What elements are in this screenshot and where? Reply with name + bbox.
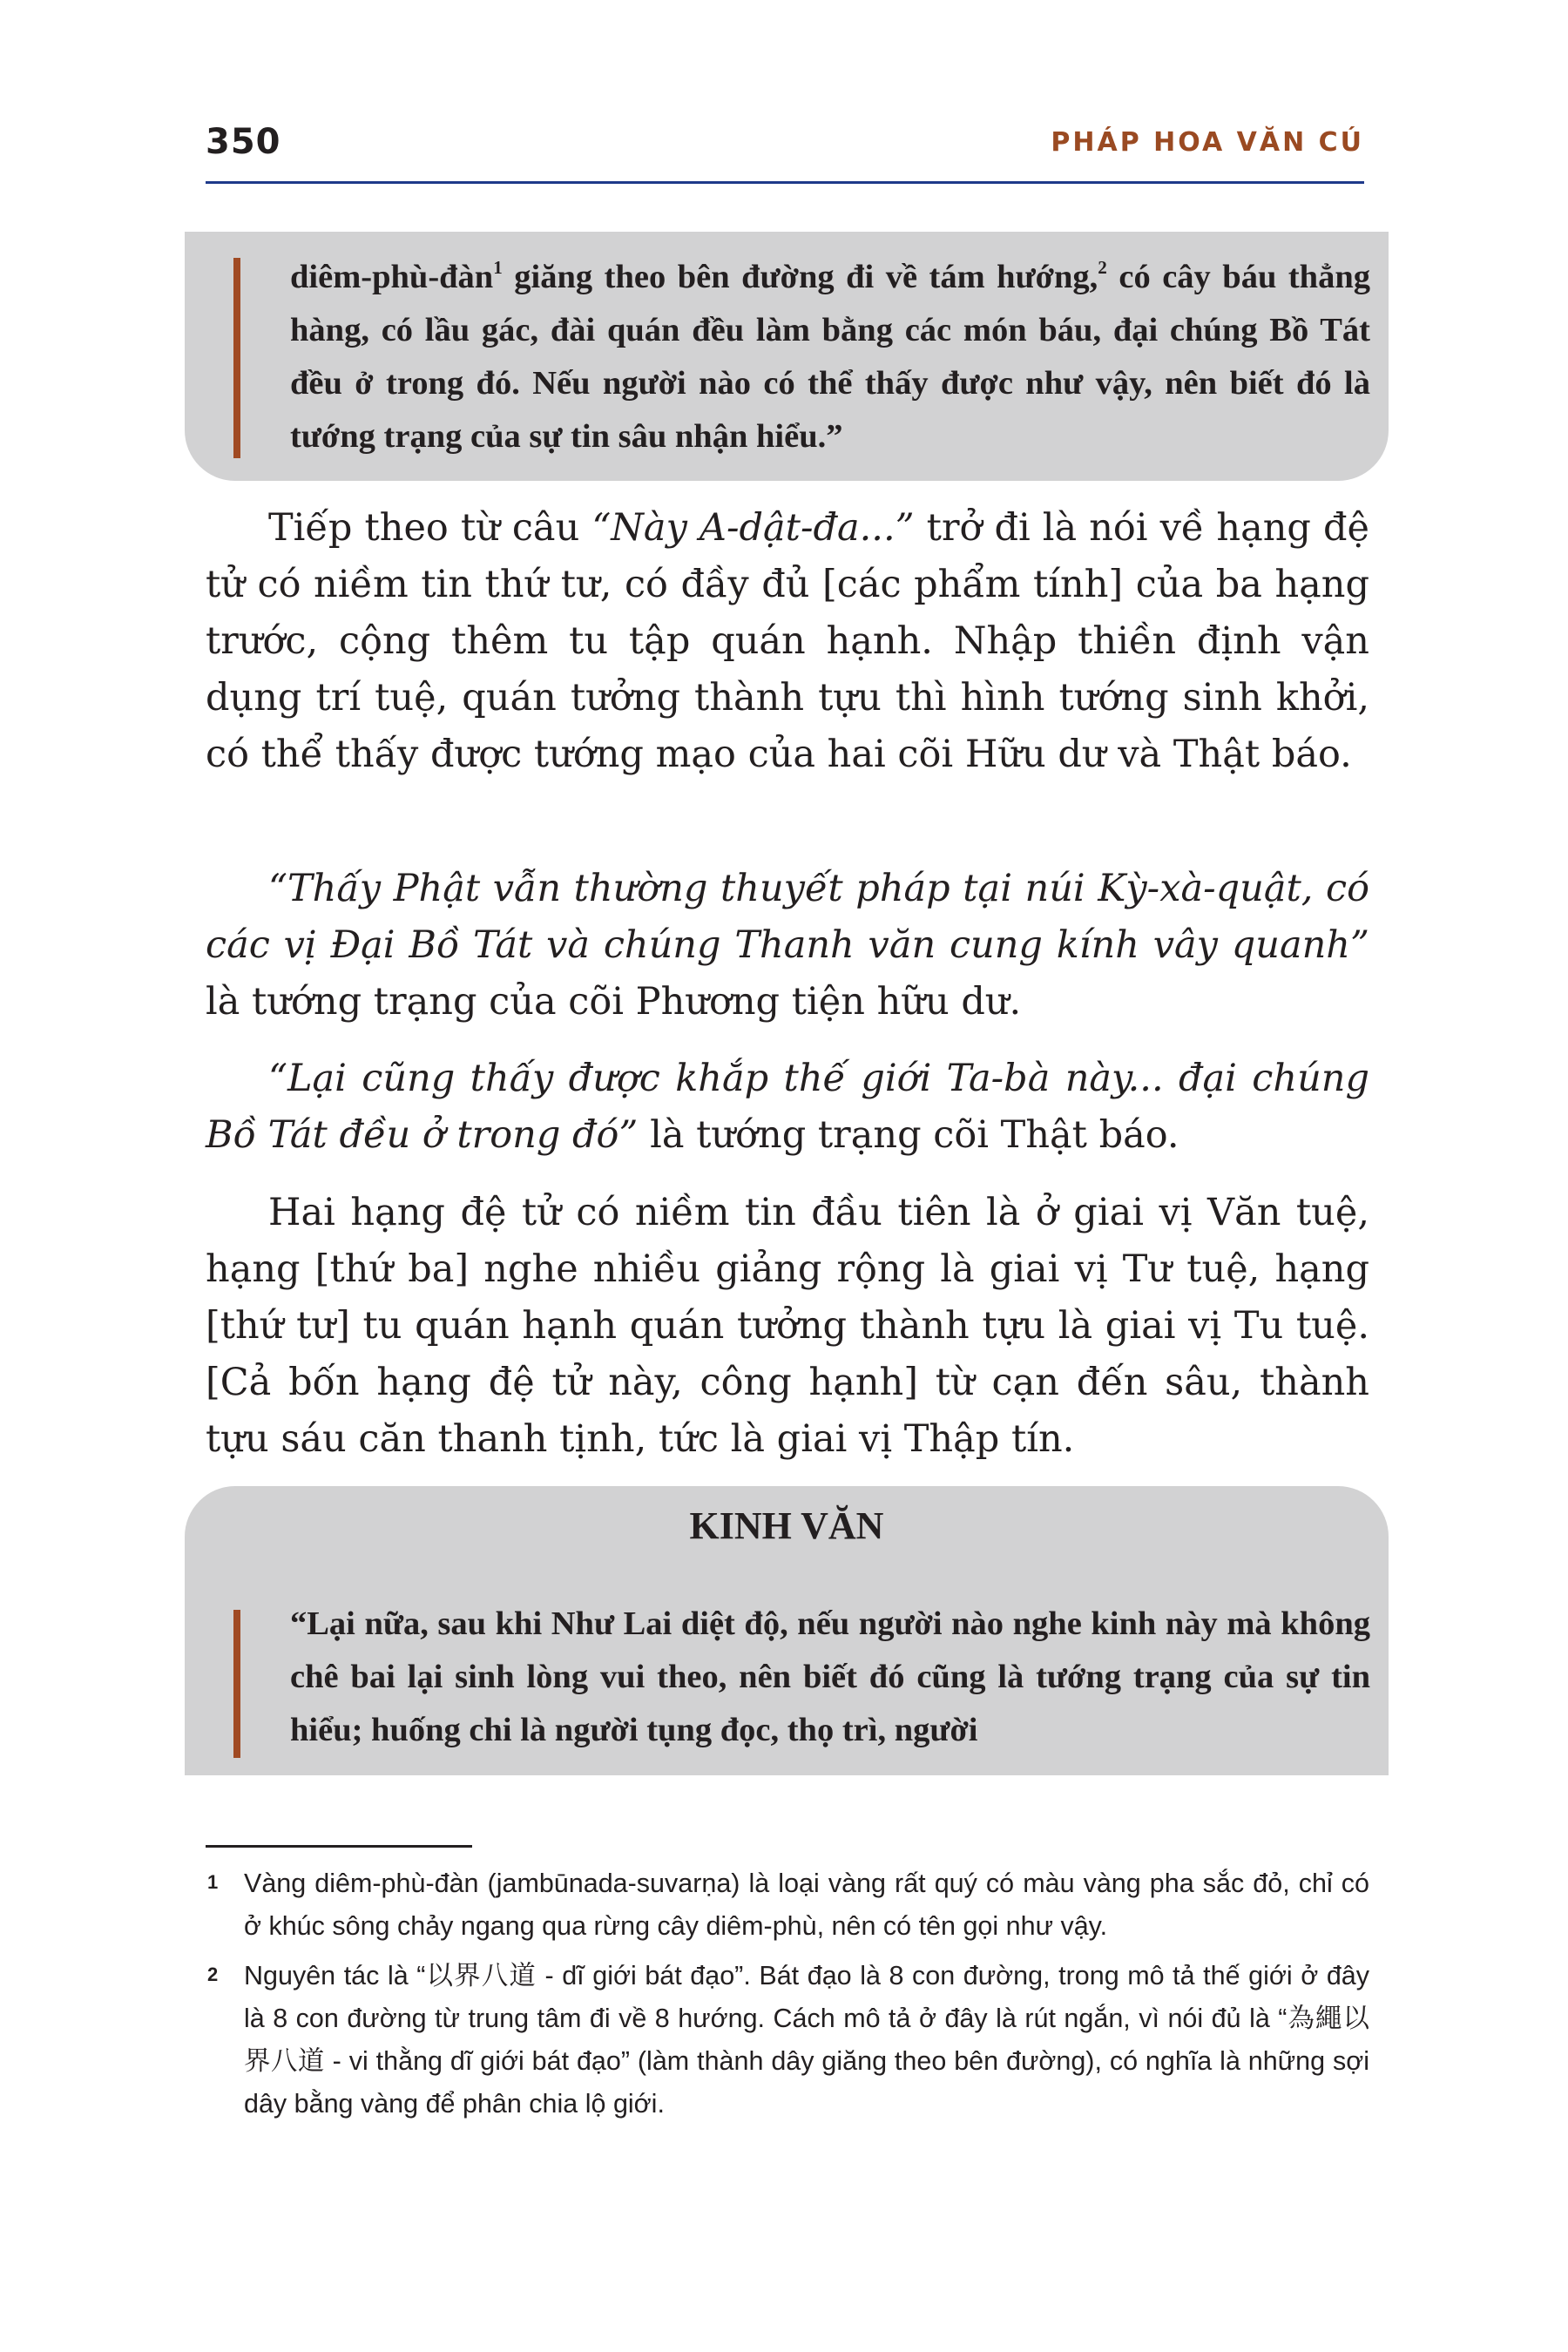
footnote-mark: 2 xyxy=(207,1963,219,1985)
para-quote: “Thấy Phật vẫn thường thuyết pháp tại núi Kỳ-xà-quật, có các vị Đại Bồ Tát và chúng Thanh văn cung kính vây quanh” xyxy=(206,867,1369,967)
para-quote: “Lại cũng thấy được khắp thế giới Ta-bà này... đại chúng Bồ Tát đều ở trong đó” xyxy=(206,1057,1369,1157)
page-number: 350 xyxy=(206,122,281,162)
footnote-rule xyxy=(206,1845,472,1848)
footnote-ref-1: 1 xyxy=(493,257,503,279)
para-quote: “Này A-dật-đa...” xyxy=(591,506,915,550)
page-header xyxy=(206,122,1364,172)
para-text: là tướng trạng của cõi Phương tiện hữu dư. xyxy=(206,980,1022,1024)
commentary-para-3 xyxy=(206,1051,1369,1164)
para-text: là tướng trạng cõi Thật báo. xyxy=(638,1113,1179,1157)
quote-part-3: có cây báu thẳng hàng, có lầu gác, đài quán đều làm bằng các món báu, đại chúng Bồ Tát đều ở trong đó. Nếu người nào có thể thấy được như vậy, nên biết đó là tướng trạng của sự tin sâu nhận hiểu.” xyxy=(290,259,1370,455)
running-title: PHÁP HOA VĂN CÚ xyxy=(1051,127,1364,158)
kinh-van-bar xyxy=(233,1610,240,1758)
footnote-text: Vàng diêm-phù-đàn (jambūnada-suvarṇa) là loại vàng rất quý có màu vàng pha sắc đỏ, chỉ có ở khúc sông chảy ngang qua rừng cây diêm-phù, nên có tên gọi như vậy. xyxy=(244,1869,1369,1941)
quote-part-2: giăng theo bên đường đi về tám hướng, xyxy=(502,259,1098,295)
footnote-ref-2: 2 xyxy=(1098,257,1107,279)
footnote-1 xyxy=(206,1862,1369,1948)
quote-part-1: diêm-phù-đàn xyxy=(290,259,494,295)
para-text: Tiếp theo từ câu xyxy=(268,506,592,550)
kinh-van-text: “Lại nữa, sau khi Như Lai diệt độ, nếu người nào nghe kinh này mà không chê bai lại sinh lòng vui theo, nên biết đó cũng là tướng trạng của sự tin hiểu; huống chi là người tụng đọc, thọ trì, người xyxy=(290,1605,1370,1748)
commentary-para-1 xyxy=(206,500,1369,783)
para-text: Hai hạng đệ tử có niềm tin đầu tiên là ở giai vị Văn tuệ, hạng [thứ ba] nghe nhiều giảng rộng là giai vị Tư tuệ, hạng [thứ tư] tu quán hạnh quán tưởng thành tựu là giai vị Tu tuệ. [Cả bốn hạng đệ tử này, công hạnh] từ cạn đến sâu, thành tựu sáu căn thanh tịnh, tức là giai vị Thập tín. xyxy=(206,1191,1369,1461)
commentary-para-2 xyxy=(206,861,1369,1031)
quote-bar xyxy=(233,258,240,458)
commentary-para-4 xyxy=(206,1185,1369,1468)
footnote-mark: 1 xyxy=(207,1871,219,1893)
kinh-van-title: KINH VĂN xyxy=(689,1504,884,1547)
footnote-2 xyxy=(206,1955,1369,2126)
sutra-quote-continuation xyxy=(290,251,1370,463)
header-rule xyxy=(206,181,1364,184)
para-text: trở đi là nói về hạng đệ tử có niềm tin thứ tư, có đầy đủ [các phẩm tính] của ba hạng trước, cộng thêm tu tập quán hạnh. Nhập thiền định vận dụng trí tuệ, quán tưởng thành tựu thì hình tướng sinh khởi, có thể thấy được tướng mạo của hai cõi Hữu dư và Thật báo. xyxy=(206,506,1369,776)
footnote-text: Nguyên tác là “以界八道 - dĩ giới bát đạo”. Bát đạo là 8 con đường, trong mô tả thế giới ở đây là 8 con đường từ trung tâm đi về 8 hướng. Cách mô tả ở đây là rút ngắn, vì nói đủ là “為繩以界八道 - vi thằng dĩ giới bát đạo” (làm thành dây giăng theo bên đường), có nghĩa là những sợi dây bằng vàng để phân chia lộ giới. xyxy=(244,1961,1369,2119)
footnotes xyxy=(206,1862,1369,2132)
